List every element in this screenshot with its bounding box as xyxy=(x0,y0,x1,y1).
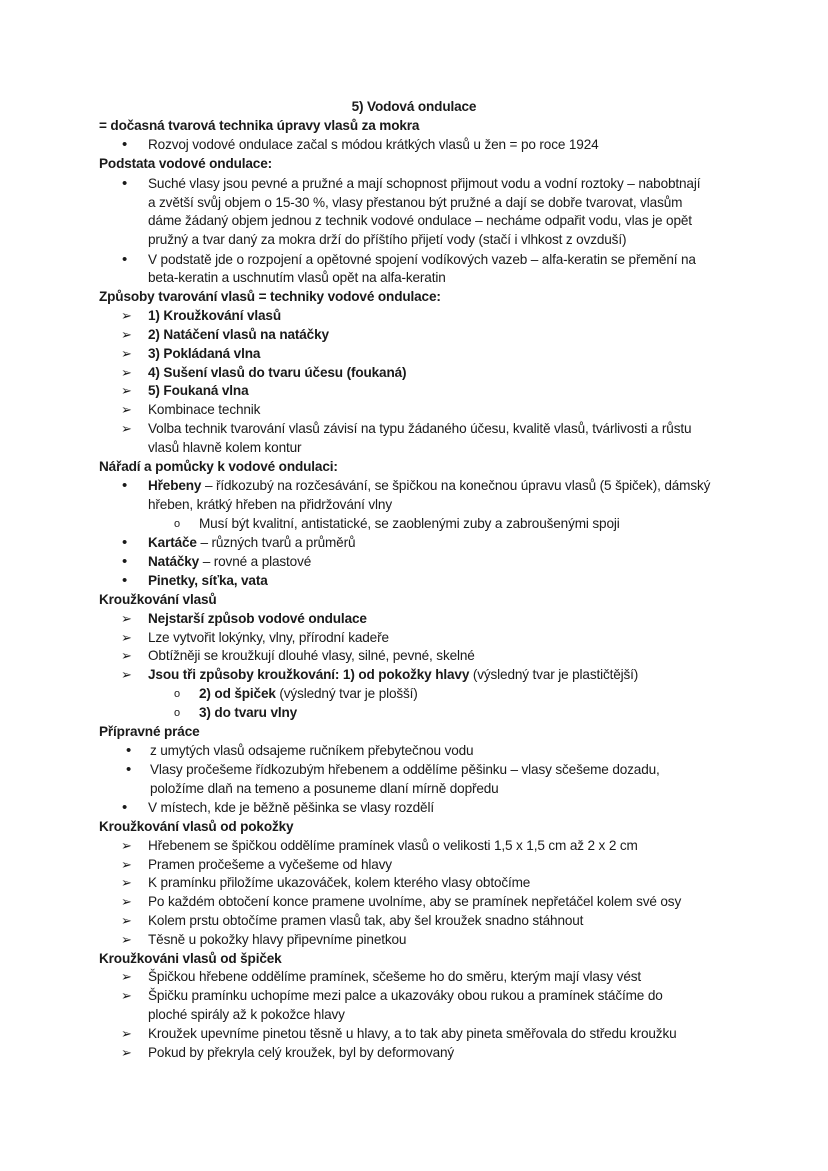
definition: = dočasná tvarová technika úpravy vlasů za mokra xyxy=(99,118,420,133)
list-item: 4) Sušení vlasů do tvaru účesu (foukaná) xyxy=(148,365,407,380)
list-item: Pokud by překryla celý kroužek, byl by deformovaný xyxy=(148,1045,455,1060)
list-item: Těsně u pokožky hlavy připevníme pinetkou xyxy=(148,932,407,947)
bullet-icon: • xyxy=(122,799,128,816)
bullet-icon: • xyxy=(122,477,128,494)
description: – řídkozubý na rozčesávání, se špičkou na konečnou úpravu vlasů (5 špiček), dámský xyxy=(201,478,711,493)
arrow-bullet-icon: ➢ xyxy=(121,365,132,380)
list-item: Vlasy pročešeme řídkozubým hřebenem a oddělíme pěšinku – vlasy sčešeme dozadu, xyxy=(150,762,660,777)
sub-list-item: 3) do tvaru vlny xyxy=(199,705,298,720)
list-item xyxy=(148,666,638,685)
list-item: 5) Foukaná vlna xyxy=(148,383,249,398)
arrow-bullet-icon: ➢ xyxy=(121,667,132,682)
arrow-bullet-icon: ➢ xyxy=(121,648,132,663)
list-item: 1) Kroužkování vlasů xyxy=(148,308,281,323)
arrow-bullet-icon: ➢ xyxy=(121,1026,132,1041)
list-item-cont: vlasů hlavně kolem kontur xyxy=(148,440,302,455)
arrow-bullet-icon: ➢ xyxy=(121,421,132,436)
arrow-bullet-icon: ➢ xyxy=(121,611,132,626)
section-heading-podstata: Podstata vodové ondulace: xyxy=(99,156,273,171)
list-item: Špičku pramínku uchopíme mezi palce a ukazováky obou rukou a pramínek stáčíme do xyxy=(148,988,663,1003)
term: Hřebeny xyxy=(148,478,202,493)
list-item: Nejstarší způsob vodové ondulace xyxy=(148,611,367,626)
list-item-cont: pružný a tvar daný za mokra drží do příštího přijetí vody (stačí i vlhkost z ovzduší) xyxy=(148,232,627,247)
section-heading-zpusoby: Způsoby tvarování vlasů = techniky vodové ondulace: xyxy=(99,289,441,304)
arrow-bullet-icon: ➢ xyxy=(121,630,132,645)
arrow-bullet-icon: ➢ xyxy=(121,913,132,928)
list-item-cont: položíme dlaň na temeno a posuneme dlaní mírně dopředu xyxy=(150,781,499,796)
list-item-cont: a zvětší svůj objem o 15-30 %, vlasy přestanou být pružné a dají se dobře tvarovat, vlasům xyxy=(148,195,683,210)
list-item: Volba technik tvarování vlasů závisí na typu žádaného účesu, kvalitě vlasů, tvárlivosti a růstu xyxy=(148,421,692,436)
list-item: V podstatě jde o rozpojení a opětovné spojení vodíkových vazeb – alfa-keratin se přemění na xyxy=(148,252,696,267)
list-item: Kolem prstu obtočíme pramen vlasů tak, aby šel kroužek snadno stáhnout xyxy=(148,913,584,928)
list-item: Po každém obtočení konce pramene uvolníme, aby se pramínek nepřetáčel kolem své osy xyxy=(148,894,682,909)
section-heading-od-pokozky: Kroužkování vlasů od pokožky xyxy=(99,819,294,834)
list-item: K pramínku přiložíme ukazováček, kolem kterého vlasy obtočíme xyxy=(148,875,531,890)
term: Jsou tři způsoby kroužkování: 1) od pokožky hlavy xyxy=(148,667,470,682)
list-item: 3) Pokládaná vlna xyxy=(148,346,261,361)
circle-bullet-icon: o xyxy=(174,707,181,719)
section-heading-od-spicek: Kroužkováni vlasů od špiček xyxy=(99,951,282,966)
list-item-cont: hřeben, krátký hřeben na přidržování vlny xyxy=(148,497,392,512)
list-item: Obtížněji se kroužkují dlouhé vlasy, silné, pevné, skelné xyxy=(148,648,475,663)
list-item: Kroužek upevníme pinetou těsně u hlavy, a to tak aby pineta směřovala do středu kroužku xyxy=(148,1026,677,1041)
bullet-icon: • xyxy=(126,742,132,759)
arrow-bullet-icon: ➢ xyxy=(121,1045,132,1060)
list-item-cont: beta-keratin a uschnutím vlasů opět na alfa-keratin xyxy=(148,270,446,285)
bullet-icon: • xyxy=(122,534,128,551)
section-heading-krouzkovani: Kroužkování vlasů xyxy=(99,592,217,607)
list-item xyxy=(148,477,710,496)
term: 2) od špiček xyxy=(199,686,276,701)
intro-bullet: Rozvoj vodové ondulace začal s módou krátkých vlasů u žen = po roce 1924 xyxy=(148,137,599,152)
description: (výsledný tvar je plošší) xyxy=(275,686,418,701)
list-item: z umytých vlasů odsajeme ručníkem přebytečnou vodu xyxy=(150,743,474,758)
bullet-icon: • xyxy=(122,175,128,192)
arrow-bullet-icon: ➢ xyxy=(121,988,132,1003)
arrow-bullet-icon: ➢ xyxy=(121,383,132,398)
description: – různých tvarů a průměrů xyxy=(196,535,356,550)
list-item-cont: dáme žádaný objem jednou z technik vodové ondulace – necháme odpařit vodu, vlas je opět xyxy=(148,213,692,228)
list-item: Suché vlasy jsou pevné a pružné a mají schopnost přijmout vodu a vodní roztoky – nabobtnají xyxy=(148,176,701,191)
arrow-bullet-icon: ➢ xyxy=(121,932,132,947)
list-item: Lze vytvořit lokýnky, vlny, přírodní kadeře xyxy=(148,630,389,645)
list-item: Hřebenem se špičkou oddělíme pramínek vlasů o velikosti 1,5 x 1,5 cm až 2 x 2 cm xyxy=(148,838,638,853)
circle-bullet-icon: o xyxy=(174,518,181,530)
arrow-bullet-icon: ➢ xyxy=(121,857,132,872)
description: – rovné a plastové xyxy=(199,554,312,569)
term: Natáčky xyxy=(148,554,200,569)
list-item xyxy=(148,534,355,553)
arrow-bullet-icon: ➢ xyxy=(121,346,132,361)
bullet-icon: • xyxy=(126,761,132,778)
section-heading-pripravne: Přípravné práce xyxy=(99,724,200,739)
arrow-bullet-icon: ➢ xyxy=(121,894,132,909)
bullet-icon: • xyxy=(122,136,128,153)
bullet-icon: • xyxy=(122,572,128,589)
list-item-cont: ploché spirály až k pokožce hlavy xyxy=(148,1007,345,1022)
arrow-bullet-icon: ➢ xyxy=(121,875,132,890)
list-item: 2) Natáčení vlasů na natáčky xyxy=(148,327,329,342)
list-item: Špičkou hřebene oddělíme pramínek, sčešeme ho do směru, kterým mají vlasy vést xyxy=(148,969,642,984)
arrow-bullet-icon: ➢ xyxy=(121,308,132,323)
arrow-bullet-icon: ➢ xyxy=(121,327,132,342)
list-item: Pramen pročešeme a vyčešeme od hlavy xyxy=(148,857,392,872)
list-item: Pinetky, síťka, vata xyxy=(148,573,268,588)
arrow-bullet-icon: ➢ xyxy=(121,402,132,417)
sub-list-item xyxy=(199,685,418,704)
list-item xyxy=(148,553,311,572)
circle-bullet-icon: o xyxy=(174,688,181,700)
list-item: V místech, kde je běžně pěšinka se vlasy rozdělí xyxy=(148,800,434,815)
page-title: 5) Vodová ondulace xyxy=(351,99,477,114)
bullet-icon: • xyxy=(122,251,128,268)
arrow-bullet-icon: ➢ xyxy=(121,969,132,984)
list-item: Kombinace technik xyxy=(148,402,261,417)
description: (výsledný tvar je plastičtější) xyxy=(469,667,639,682)
sub-list-item: Musí být kvalitní, antistatické, se zaoblenými zuby a zabroušenými spoji xyxy=(199,516,620,531)
arrow-bullet-icon: ➢ xyxy=(121,838,132,853)
term: Kartáče xyxy=(148,535,197,550)
section-heading-naradi: Nářadí a pomůcky k vodové ondulaci: xyxy=(99,459,338,474)
bullet-icon: • xyxy=(122,553,128,570)
